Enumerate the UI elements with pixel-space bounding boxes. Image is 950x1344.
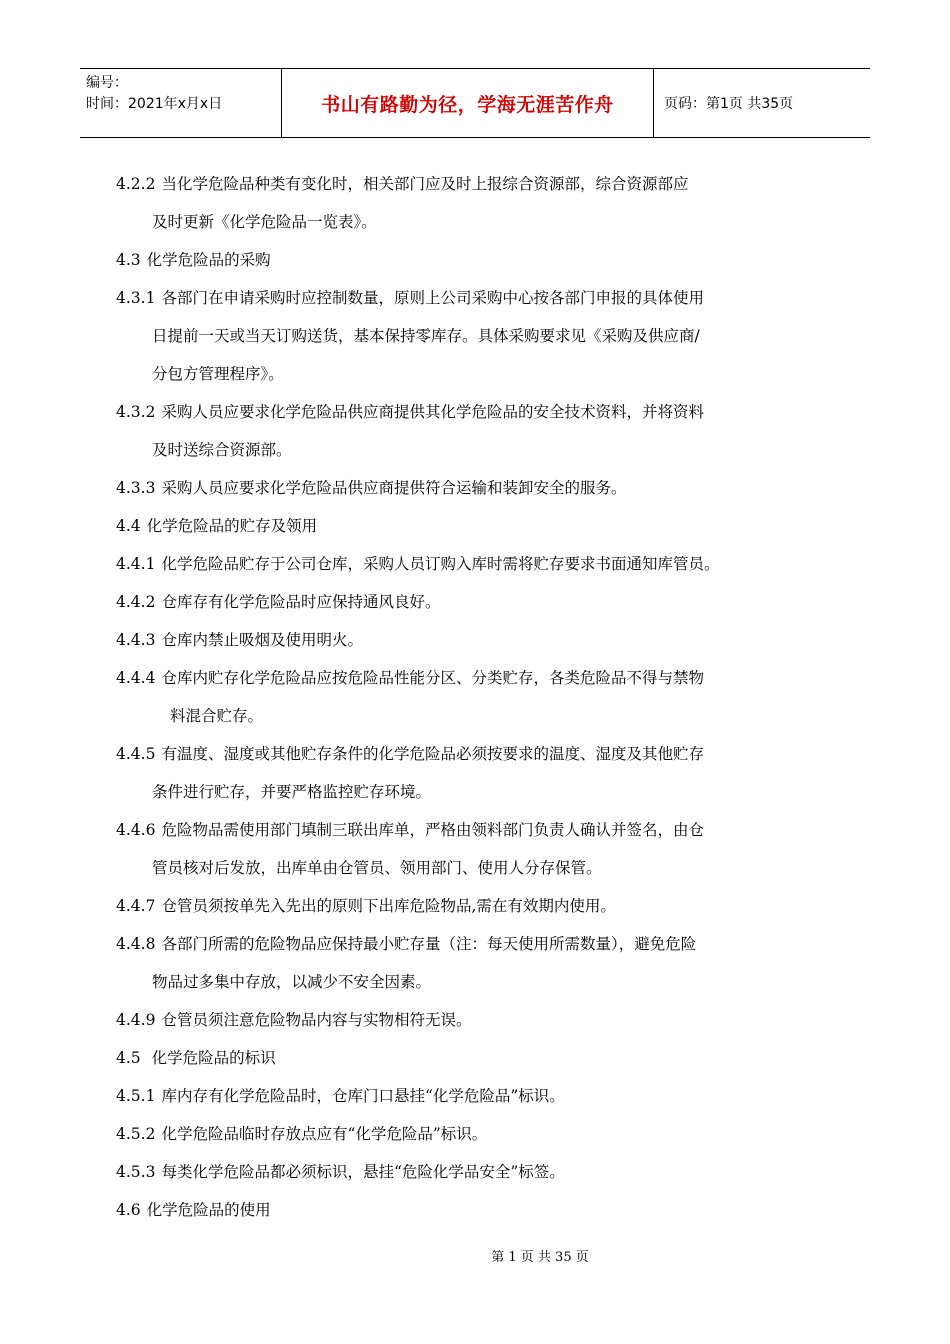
paragraph-text: 各部门所需的危险物品应保持最小贮存量（注：每天使用所需数量），避免危险 [161,935,697,953]
paragraph-text: 每类化学危险品都必须标识，悬挂“危险化学品安全”标签。 [161,1163,565,1181]
paragraph [116,507,846,545]
paragraph [116,393,846,469]
header-page-label: 页码：第1页 共35页 [664,96,794,112]
paragraph-first-line [116,479,626,497]
paragraph-first-line [116,555,719,573]
paragraph [116,1115,846,1153]
header-info-cell [80,69,282,137]
paragraph-continuation-line: 物品过多集中存放，以减少不安全因素。 [152,973,432,991]
paragraph-text: 化学危险品的使用 [146,1201,271,1219]
paragraph-text: 有温度、湿度或其他贮存条件的化学危险品必须按要求的温度、湿度及其他贮存 [161,745,704,763]
paragraph-text: 各部门在申请采购时应控制数量，原则上公司采购中心按各部门申报的具体使用 [161,289,704,307]
paragraph-continuation-line: 料混合贮存。 [170,707,264,725]
paragraph [116,1153,846,1191]
paragraph-continuation-line: 及时更新《化学危险品一览表》。 [152,213,377,231]
paragraph-text: 仓库内禁止吸烟及使用明火。 [161,631,363,649]
paragraph-text: 仓管员须注意危险物品内容与实物相符无误。 [161,1011,472,1029]
paragraph [116,469,846,507]
paragraph-text: 化学危险品的标识 [146,1049,276,1067]
paragraph-first-line [116,1201,271,1219]
paragraph-continuation-line: 分包方管理程序》。 [152,365,284,383]
paragraph-number: 4.5 [116,1049,141,1067]
paragraph [116,659,846,735]
paragraph-first-line [116,403,704,421]
paragraph-first-line [116,175,688,193]
paragraph-number: 4.3.1 [116,289,156,307]
paragraph-number: 4.2.2 [116,175,156,193]
paragraph-first-line [116,1049,276,1067]
paragraph-first-line [116,517,317,535]
paragraph-text: 化学危险品的贮存及领用 [146,517,318,535]
paragraph [116,811,846,887]
paragraph [116,1001,846,1039]
paragraph [116,887,846,925]
paragraph-first-line [116,669,704,687]
paragraph-continuation-line: 日提前一天或当天订购送货，基本保持零库存。具体采购要求见《采购及供应商/ [152,327,700,345]
page-footer [0,1246,950,1265]
header-time-label: 时间：2021年x月x日 [86,96,223,112]
paragraph-number: 4.4.4 [116,669,156,687]
paragraph-continuation-line: 条件进行贮存，并要严格监控贮存环境。 [152,783,432,801]
paragraph-text: 采购人员应要求化学危险品供应商提供其化学危险品的安全技术资料，并将资料 [161,403,704,421]
page-header [80,68,870,138]
paragraph-number: 4.4 [116,517,141,535]
paragraph [116,1077,846,1115]
paragraph-text: 仓库存有化学危险品时应保持通风良好。 [161,593,441,611]
paragraph-number: 4.3.2 [116,403,156,421]
paragraph [116,925,846,1001]
paragraph [116,241,846,279]
paragraph-continuation-line: 管员核对后发放，出库单由仓管员、领用部门、使用人分存保管。 [152,859,602,877]
paragraph [116,545,846,583]
paragraph-first-line [116,251,271,269]
paragraph-text: 当化学危险品种类有变化时，相关部门应及时上报综合资源部，综合资源部应 [161,175,689,193]
document-body [116,165,846,1229]
paragraph-number: 4.5.3 [116,1163,156,1181]
header-motto-cell [282,69,654,137]
paragraph-number: 4.4.2 [116,593,156,611]
paragraph [116,1039,846,1077]
paragraph-number: 4.5.2 [116,1125,156,1143]
paragraph-first-line [116,631,363,649]
paragraph-first-line [116,935,696,953]
paragraph-text: 化学危险品的采购 [146,251,271,269]
header-number-label: 编号： [86,75,128,91]
paragraph-number: 4.4.7 [116,897,156,915]
paragraph-text: 化学危险品临时存放点应有“化学危险品”标识。 [161,1125,488,1143]
paragraph [116,1191,846,1229]
paragraph-number: 4.3.3 [116,479,156,497]
paragraph-number: 4.4.3 [116,631,156,649]
paragraph-first-line [116,1011,471,1029]
footer-page-number: 第 1 页 共 35 页 [491,1250,589,1265]
paragraph [116,165,846,241]
paragraph-first-line [116,821,704,839]
paragraph-number: 4.6 [116,1201,141,1219]
paragraph-first-line [116,593,440,611]
paragraph-number: 4.4.6 [116,821,156,839]
paragraph [116,621,846,659]
paragraph-text: 采购人员应要求化学危险品供应商提供符合运输和装卸安全的服务。 [161,479,627,497]
paragraph [116,583,846,621]
paragraph-number: 4.5.1 [116,1087,156,1105]
paragraph-text: 化学危险品贮存于公司仓库，采购人员订购入库时需将贮存要求书面通知库管员。 [161,555,720,573]
paragraph-number: 4.4.8 [116,935,156,953]
paragraph-text: 库内存有化学危险品时，仓库门口悬挂“化学危险品”标识。 [161,1087,565,1105]
paragraph-number: 4.4.9 [116,1011,156,1029]
paragraph-number: 4.4.1 [116,555,156,573]
paragraph [116,735,846,811]
paragraph-first-line [116,745,704,763]
paragraph-first-line [116,1087,565,1105]
header-page-cell [654,69,870,137]
paragraph-text: 仓管员须按单先入先出的原则下出库危险物品,需在有效期内使用。 [161,897,616,915]
paragraph [116,279,846,393]
header-motto: 书山有路勤为径，学海无涯苦作舟 [321,93,614,116]
paragraph-number: 4.4.5 [116,745,156,763]
paragraph-first-line [116,289,704,307]
paragraph-text: 仓库内贮存化学危险品应按危险品性能分区、分类贮存，各类危险品不得与禁物 [161,669,704,687]
paragraph-first-line [116,1125,487,1143]
paragraph-first-line [116,897,616,915]
paragraph-text: 危险物品需使用部门填制三联出库单，严格由领料部门负责人确认并签名，由仓 [161,821,704,839]
paragraph-number: 4.3 [116,251,141,269]
paragraph-first-line [116,1163,565,1181]
paragraph-continuation-line: 及时送综合资源部。 [152,441,292,459]
